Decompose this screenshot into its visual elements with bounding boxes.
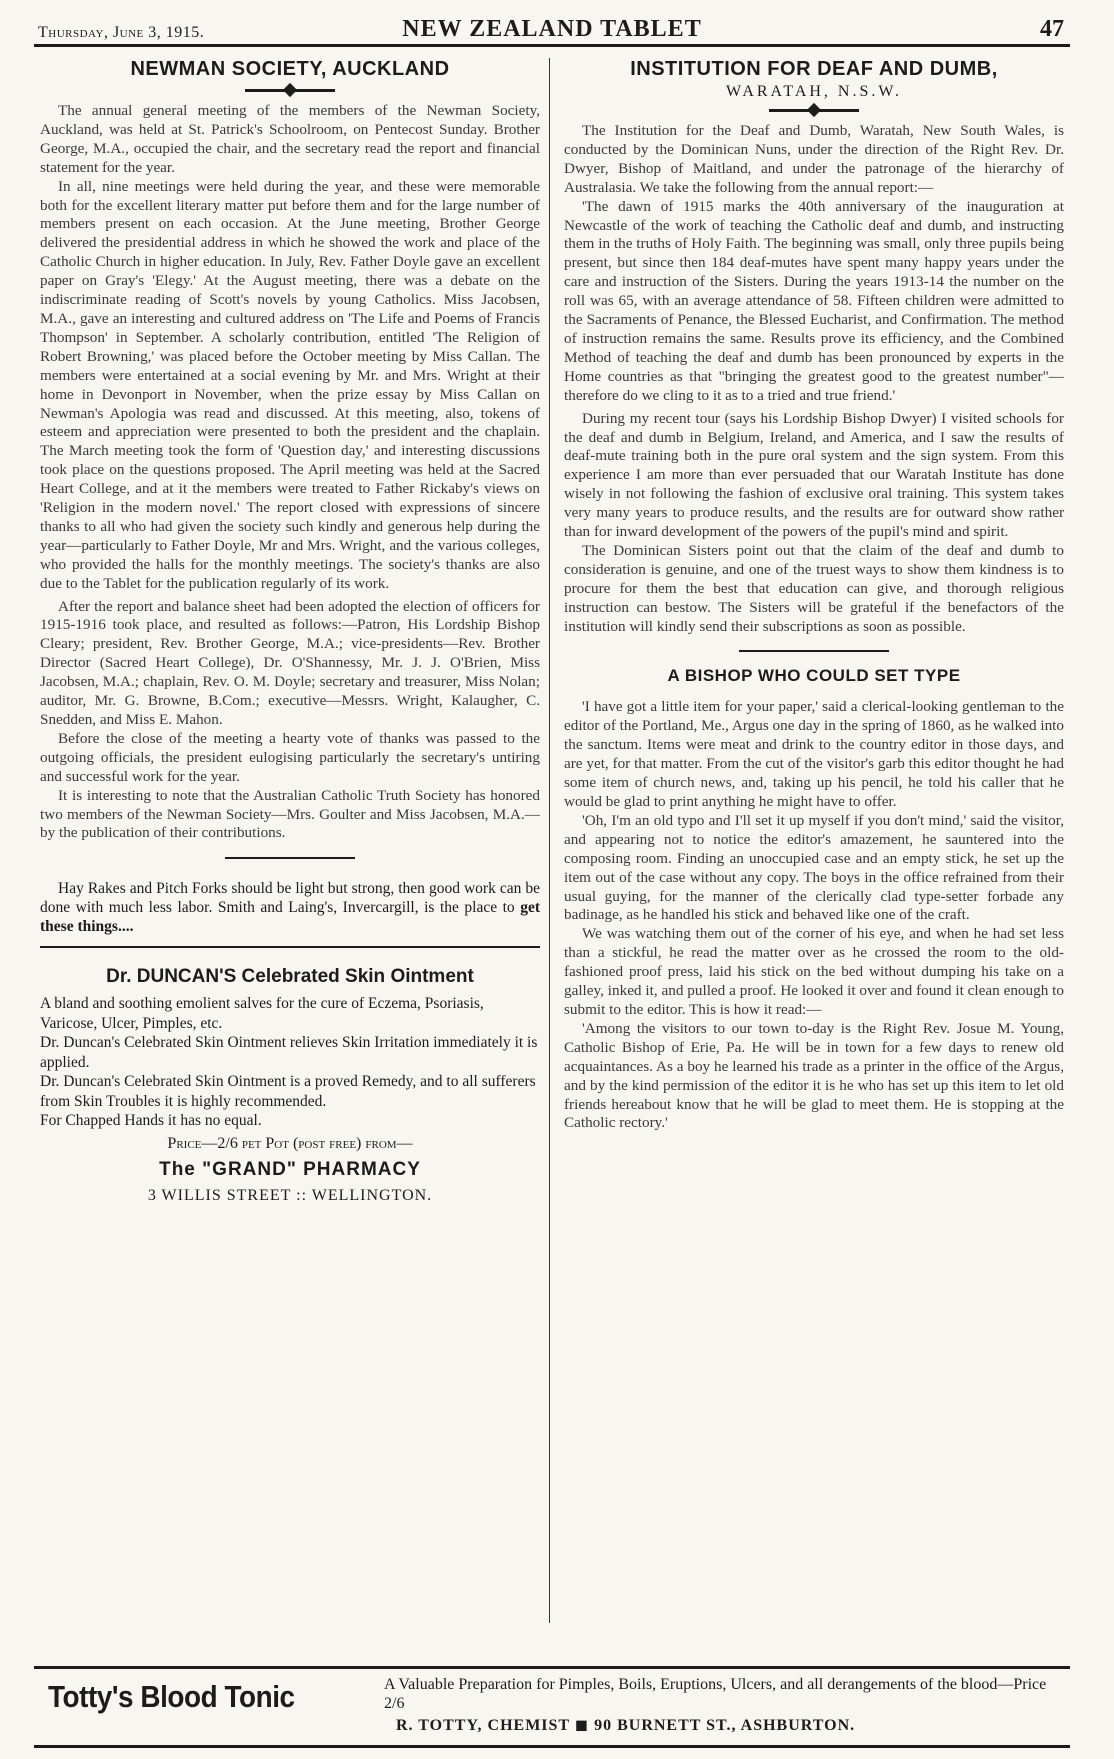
section-rule: [225, 857, 355, 859]
advert-price: Price—2/6 pet Pot (post free) from—: [167, 1134, 413, 1152]
advert-tail: get these things....: [40, 899, 540, 936]
article-subtitle: WARATAH, N.S.W.: [725, 83, 903, 100]
page-header: [34, 14, 1070, 47]
section-rule: [40, 946, 540, 948]
article-title: INSTITUTION FOR DEAF AND DUMB,: [630, 58, 998, 80]
ornament-divider: [769, 109, 859, 112]
advert-seller: R. TOTTY, CHEMIST ◼ 90 BURNETT ST., ASHBURTON.: [396, 1717, 856, 1734]
article-paragraph: After the report and balance sheet had been adopted the election of officers for 1915-1916 took place, and resulted as follows:—Patron, His Lordship Bishop Cleary; president, Rev. Brother George, M.A.; vice-presidents—Rev. Brother Director (Sacred Heart College), Dr. O'Shannessy, Mr. J. J. O'Brien, Miss Jacobsen, M.A.; chaplain, Rev. O. M. Doyle; secretary and treasurer, Miss Nolan; auditor, Mr. G. Browne, B.Com.; executive—Messrs. Wright, Kalaugher, C. Snedden, and Miss E. Mahon.: [40, 597, 540, 728]
advert-title: Dr. DUNCAN'S Celebrated Skin Ointment: [106, 966, 474, 988]
article-paragraph: During my recent tour (says his Lordship Bishop Dwyer) I visited schools for the deaf and dumb in Belgium, Ireland, and America, and I saw the results of deaf-mute training both in the pure oral system and the sign system. From this experience I am more than ever persuaded that our Waratah Institute has done wisely in not following the fashion of exclusive oral training. This system takes very many years to produce results, and the results are for outward show rather than for inward development of the powers of the pupil's mind and spirit.: [564, 409, 1064, 541]
issue-date: Thursday, June 3, 1915.: [38, 24, 205, 41]
advert-line: A bland and soothing emolient salves for the cure of Eczema, Psoriasis, Varicose, Ulcer, Pimples, etc.: [40, 995, 484, 1032]
advert-line: For Chapped Hands it has no equal.: [40, 1112, 262, 1130]
column-divider: [549, 58, 550, 1623]
left-column: [40, 58, 540, 1205]
article-title: A BISHOP WHO COULD SET TYPE: [667, 666, 961, 686]
article-paragraph: In all, nine meetings were held during the year, and these were memorable both for the excellent literary matter put before them and for the large number of members present on each occasion. At the June meeting, Brother George delivered the presidential address in which he showed the work and place of the Catholic Church in higher education. In July, Rev. Father Doyle gave an excellent paper on Gray's 'Elegy.' At the August meeting, there was a debate on the indiscriminate reading of Scott's novels by young Catholics. Miss Jacobsen, M.A., gave an interesting and cultured address on 'The Life and Poems of Francis Thompson' in September. A scholarly contribution, entitled 'The Religion of Robert Browning,' was placed before the October meeting by Miss Callan. The members were entertained at a social evening by Mr. and Mrs. Wright at their home in Devonport in November, when the prize essay by Miss Callan on Newman's Apologia was read and discussed. At this meeting, also, tokens of esteem and appreciation were presented to both the president and the chaplain. The March meeting took the form of 'Question day,' and interesting discussions took place on the questions proposed. The April meeting was held at the Sacred Heart College, and at it the members were treated to Father Rickaby's views on 'Religion in the modern novel.' The report closed with expressions of sincere thanks to all who had given the society such kindly and generous help during the year—particularly to Father Doyle, Mr and Mrs. Wright, and the various colleges, who provided the halls for the monthly meetings. The society's thanks are also due to the Tablet for the publication regularly of its work.: [40, 177, 540, 592]
article-paragraph: The Dominican Sisters point out that the claim of the deaf and dumb to consideration is genuine, and one of the truest ways to show them kindness is to procure for them the best that education can give, and thorough religious instruction can bestow. The Sisters will be grateful if the benefactors of the institution will kindly send their subscriptions as soon as possible.: [564, 541, 1064, 635]
advert-line: Dr. Duncan's Celebrated Skin Ointment relieves Skin Irritation immediately it is applied.: [40, 1034, 538, 1071]
advert-description: A Valuable Preparation for Pimples, Boils, Eruptions, Ulcers, and all derangements of the blood—Price 2/6: [384, 1676, 1047, 1712]
newspaper-page: [34, 14, 1070, 1744]
ornament-divider: [245, 89, 335, 92]
advert-pharmacy: The "GRAND" PHARMACY: [159, 1158, 421, 1180]
article-paragraph: The Institution for the Deaf and Dumb, Waratah, New South Wales, is conducted by the Dominican Nuns, under the direction of the Right Rev. Dr. Dwyer, Bishop of Maitland, and under the patronage of the hierarchy of Australasia. We take the following from the annual report:—: [564, 122, 1064, 196]
article-deaf-institution: [564, 58, 1064, 636]
article-paragraph: The annual general meeting of the members of the Newman Society, Auckland, was held at St. Patrick's Schoolroom, on Pentecost Sunday. Brother George, M.A., occupied the chair, and the secretary read the report and financial statement for the year.: [40, 102, 540, 176]
advert-line: Dr. Duncan's Celebrated Skin Ointment is a proved Remedy, and to all sufferers from Skin Troubles it is highly recommended.: [40, 1073, 536, 1110]
advert-totty-tonic: [34, 1666, 1070, 1748]
article-paragraph: We was watching them out of the corner of his eye, and when he had set less than a stickful, he read the matter over as he crossed the room to the old-fashioned proof press, laid his stick on the bed without dumping his take on a galley, inked it, and pulled a proof. He looked it over and found it clean enough to submit to the editor. This is how it read:—: [564, 925, 1064, 1018]
advert-hay-rakes: [40, 879, 540, 936]
section-rule: [739, 650, 889, 652]
article-newman-society: [40, 58, 540, 843]
masthead: NEW ZEALAND TABLET: [402, 16, 702, 42]
advert-text: Hay Rakes and Pitch Forks should be light but strong, then good work can be done with much less labor. Smith and Laing's, Invercargill, is the place to: [40, 880, 540, 917]
page-number: 47: [1040, 16, 1064, 42]
article-paragraph: 'I have got a little item for your paper,' said a clerical-looking gentleman to the editor of the Portland, Me., Argus one day in the spring of 1860, as he walked into the sanctum. Items were meat and drink to the country editor in those days, and are yet, for that matter. From the cut of the visitor's garb this editor thought he had some item of church news, and, taking up his pencil, he told his caller that he would be glad to print anything he might have to offer.: [564, 698, 1064, 810]
advert-brand: Totty's Blood Tonic: [48, 1679, 295, 1714]
article-title: NEWMAN SOCIETY, AUCKLAND: [130, 58, 450, 80]
article-paragraph: 'Oh, I'm an old typo and I'll set it up myself if you don't mind,' said the visitor, and appearing not to notice the editor's amazement, he sauntered into the composing room. Finding an unoccupied case and an empty stick, he set up the item out of the case without any copy. The boys in the office refrained from their usual guying, for the manner of the clerically clad type-setter forbade any badinage, as he handled his stick and behaved like one of the craft.: [564, 811, 1064, 924]
article-paragraph: It is interesting to note that the Australian Catholic Truth Society has honored two members of the Newman Society—Mrs. Goulter and Miss Jacobsen, M.A.—by the publication of their contributions.: [40, 786, 540, 842]
article-paragraph: Before the close of the meeting a hearty vote of thanks was passed to the outgoing officials, the president eulogising particularly the secretary's untiring and successful work for the year.: [40, 729, 540, 785]
advert-address: 3 WILLIS STREET :: WELLINGTON.: [147, 1186, 433, 1204]
advert-duncan-ointment: [40, 966, 540, 1205]
article-bishop-type: [564, 666, 1064, 1133]
article-paragraph: 'Among the visitors to our town to-day is the Right Rev. Josue M. Young, Catholic Bishop of Erie, Pa. He will be in town for a few days to renew old acquaintances. As a boy he learned his trade as a printer in the office of the Argus, and by the kind permission of the editor it is he who has set up this item to let old friends hereabout know that he will be glad to meet them. He is stopping at the Catholic rectory.': [564, 1019, 1064, 1132]
article-paragraph: 'The dawn of 1915 marks the 40th anniversary of the inauguration at Newcastle of the work of teaching the Catholic deaf and dumb, and instructing them in the truths of Holy Faith. The beginning was small, only three pupils being present, but since then 184 deaf-mutes have spent many happy years under the care and instruction of the Sisters. During the years 1913-14 the number on the roll was 65, with an average attendance of 58. Fifteen children were admitted to the Sacraments of Penance, the Blessed Eucharist, and Confirmation. The method of instruction remains the same. Results prove its efficiency, and the Combined Method of teaching the deaf and dumb has been pronounced by experts in the Home countries as that "bringing the greatest good to the greatest number"—therefore do we cling to it as to a tried and true friend.': [564, 197, 1064, 404]
right-column: [564, 58, 1064, 1133]
